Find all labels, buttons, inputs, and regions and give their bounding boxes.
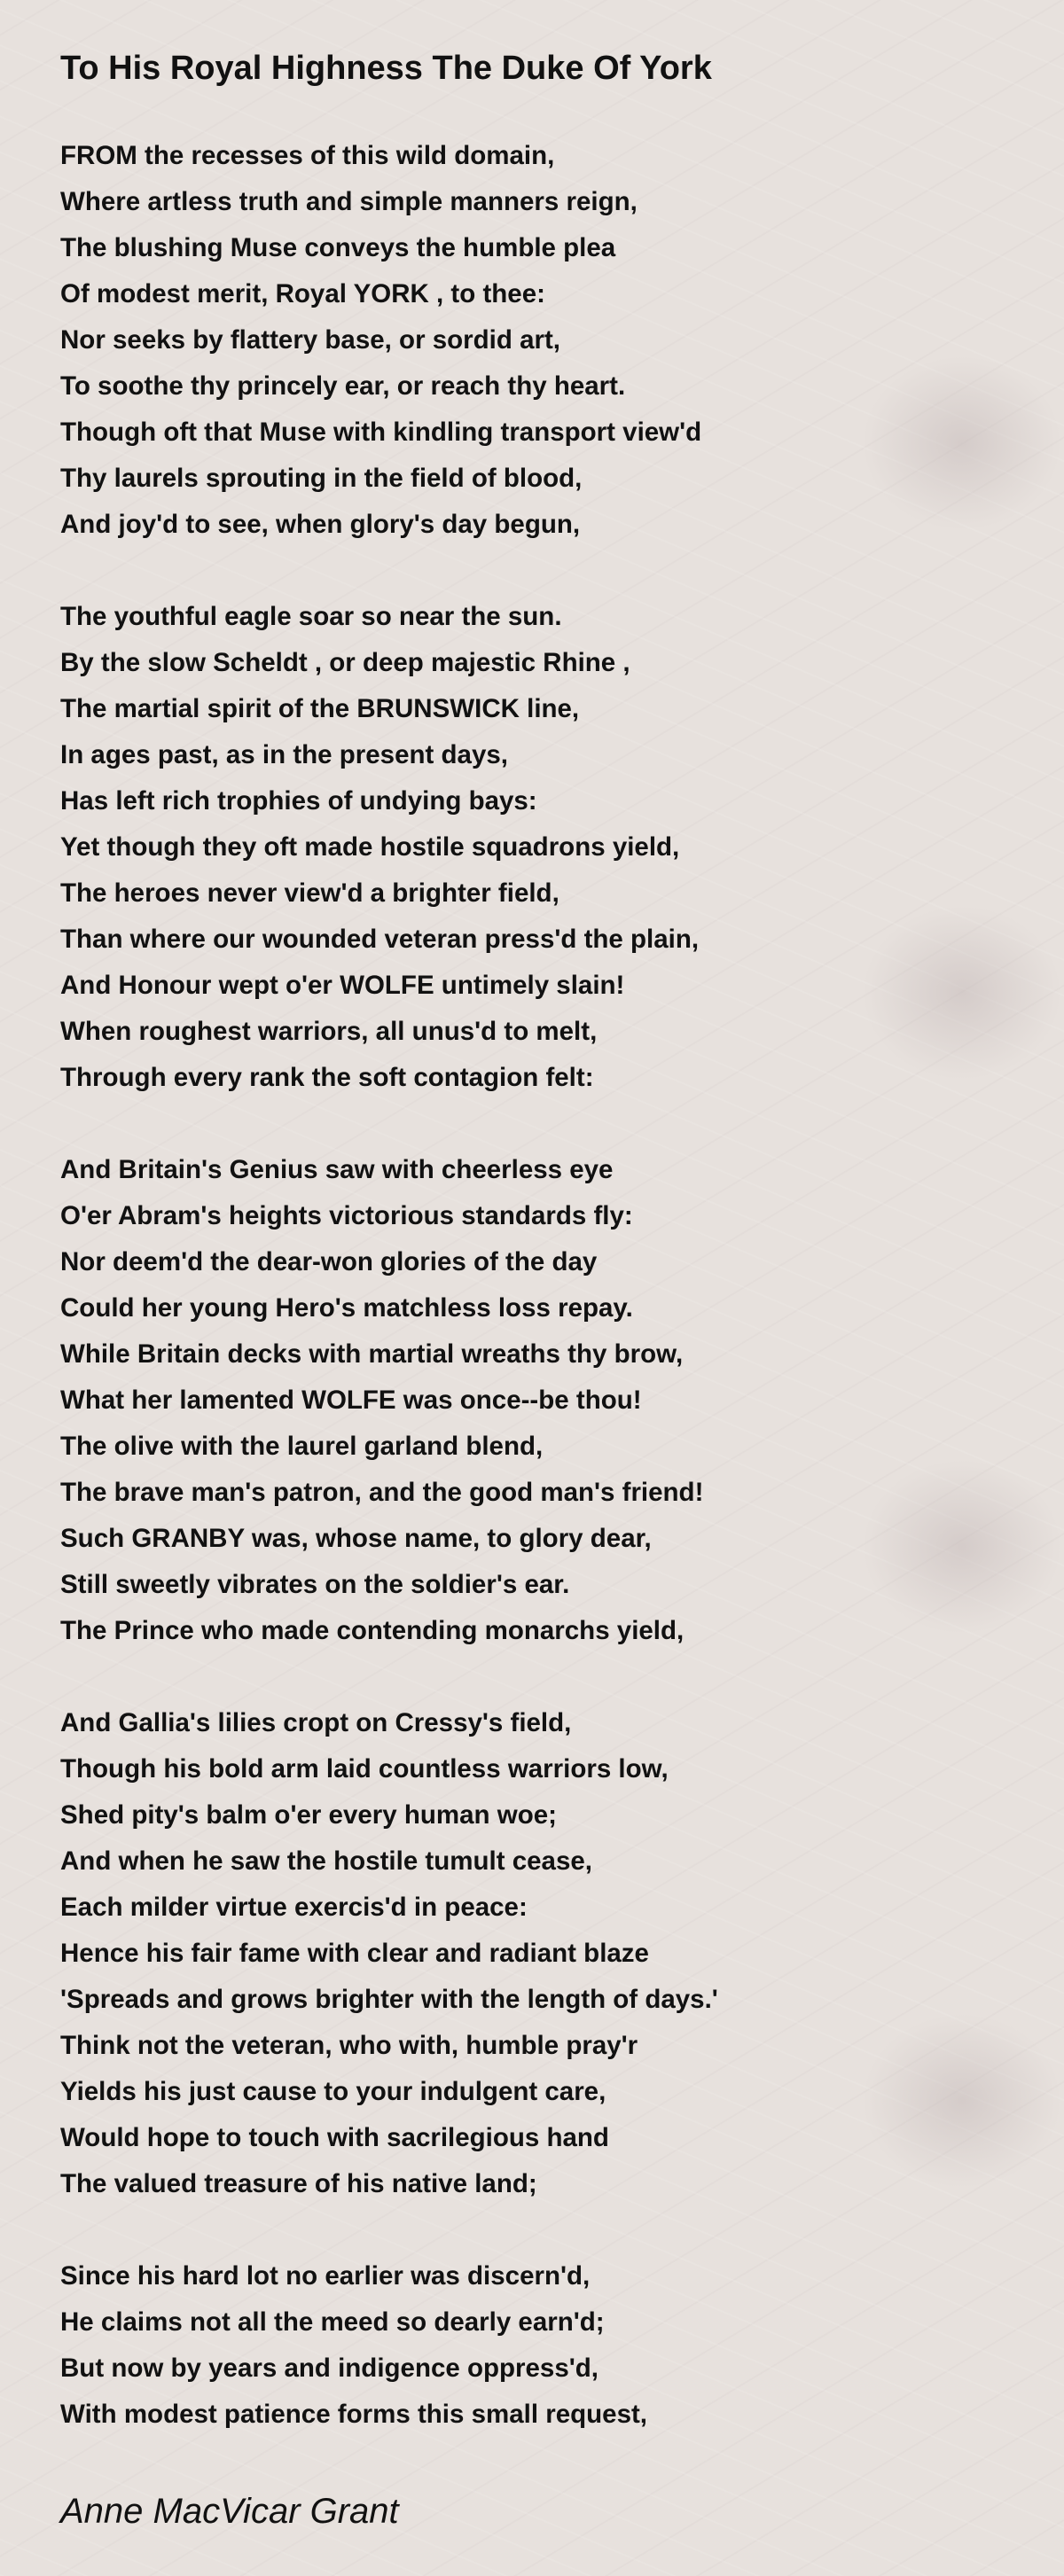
poem-line: While Britain decks with martial wreaths thy brow, [60, 1339, 684, 1369]
poem-line: Could her young Hero's matchless loss repay. [60, 1293, 633, 1323]
poem-line: Yet though they oft made hostile squadrons yield, [60, 832, 680, 862]
poem-title: To His Royal Highness The Duke Of York [60, 50, 712, 87]
poem-line: FROM the recesses of this wild domain, [60, 141, 555, 170]
poem-line: The heroes never view'd a brighter field, [60, 878, 559, 908]
poem-line: The valued treasure of his native land; [60, 2169, 537, 2198]
poem-line: When roughest warriors, all unus'd to melt, [60, 1017, 598, 1046]
poem-line: The Prince who made contending monarchs yield, [60, 1616, 685, 1645]
poem-line: Shed pity's balm o'er every human woe; [60, 1800, 557, 1830]
poem-line: Yields his just cause to your indulgent care, [60, 2077, 606, 2106]
poem-line: Each milder virtue exercis'd in peace: [60, 1893, 528, 1922]
poem-line: Thy laurels sprouting in the field of blood, [60, 464, 583, 493]
poem-body [60, 133, 1018, 2438]
poem-author: Anne MacVicar Grant [60, 2492, 399, 2531]
poem-line: Has left rich trophies of undying bays: [60, 786, 537, 816]
poem-stanza [60, 2253, 1018, 2438]
poem-line: To soothe thy princely ear, or reach thy heart. [60, 371, 626, 401]
poem-line: O'er Abram's heights victorious standards fly: [60, 1201, 633, 1230]
poem-line: With modest patience forms this small request, [60, 2400, 647, 2429]
poem-line: And Honour wept o'er WOLFE untimely slain! [60, 971, 625, 1000]
poem-line: What her lamented WOLFE was once--be thou! [60, 1386, 642, 1415]
poem-line: Though oft that Muse with kindling transport view'd [60, 418, 702, 447]
poem-line: And joy'd to see, when glory's day begun, [60, 510, 581, 539]
poem-stanza [60, 1147, 1018, 1654]
poem-line: Since his hard lot no earlier was discern'd, [60, 2261, 591, 2291]
poem-stanza [60, 133, 1018, 548]
poem-line: Such GRANBY was, whose name, to glory dear, [60, 1524, 652, 1553]
poem-line: Where artless truth and simple manners reign, [60, 187, 638, 216]
poem-stanza [60, 594, 1018, 1101]
poem-line: Nor seeks by flattery base, or sordid art, [60, 325, 560, 355]
poem-line: Nor deem'd the dear-won glories of the day [60, 1247, 598, 1276]
poem-line: And Gallia's lilies cropt on Cressy's field, [60, 1708, 572, 1737]
poem-line: In ages past, as in the present days, [60, 740, 508, 769]
poem-line: The olive with the laurel garland blend, [60, 1432, 544, 1461]
poem-line: Through every rank the soft contagion felt: [60, 1063, 594, 1092]
poem-line: Would hope to touch with sacrilegious hand [60, 2123, 609, 2152]
poem-stanza [60, 1700, 1018, 2207]
poem-line: The blushing Muse conveys the humble plea [60, 233, 616, 262]
poem-line: The brave man's patron, and the good man's friend! [60, 1478, 704, 1507]
poem-line: Than where our wounded veteran press'd the plain, [60, 925, 700, 954]
poem-line: Though his bold arm laid countless warriors low, [60, 1754, 669, 1784]
poem-page [60, 0, 1018, 2484]
poem-line: The youthful eagle soar so near the sun. [60, 602, 562, 631]
poem-line: And Britain's Genius saw with cheerless eye [60, 1155, 614, 1184]
poem-line: 'Spreads and grows brighter with the length of days.' [60, 1985, 718, 2014]
poem-line: Of modest merit, Royal YORK , to thee: [60, 279, 545, 308]
poem-line: Think not the veteran, who with, humble pray'r [60, 2031, 638, 2060]
poem-line: By the slow Scheldt , or deep majestic Rhine , [60, 648, 630, 677]
poem-line: Hence his fair fame with clear and radiant blaze [60, 1939, 649, 1968]
poem-line: The martial spirit of the BRUNSWICK line, [60, 694, 580, 723]
poem-line: And when he saw the hostile tumult cease, [60, 1846, 592, 1876]
poem-line: He claims not all the meed so dearly earn'd; [60, 2307, 605, 2337]
poem-line: Still sweetly vibrates on the soldier's ear. [60, 1570, 570, 1599]
poem-line: But now by years and indigence oppress'd, [60, 2354, 598, 2383]
